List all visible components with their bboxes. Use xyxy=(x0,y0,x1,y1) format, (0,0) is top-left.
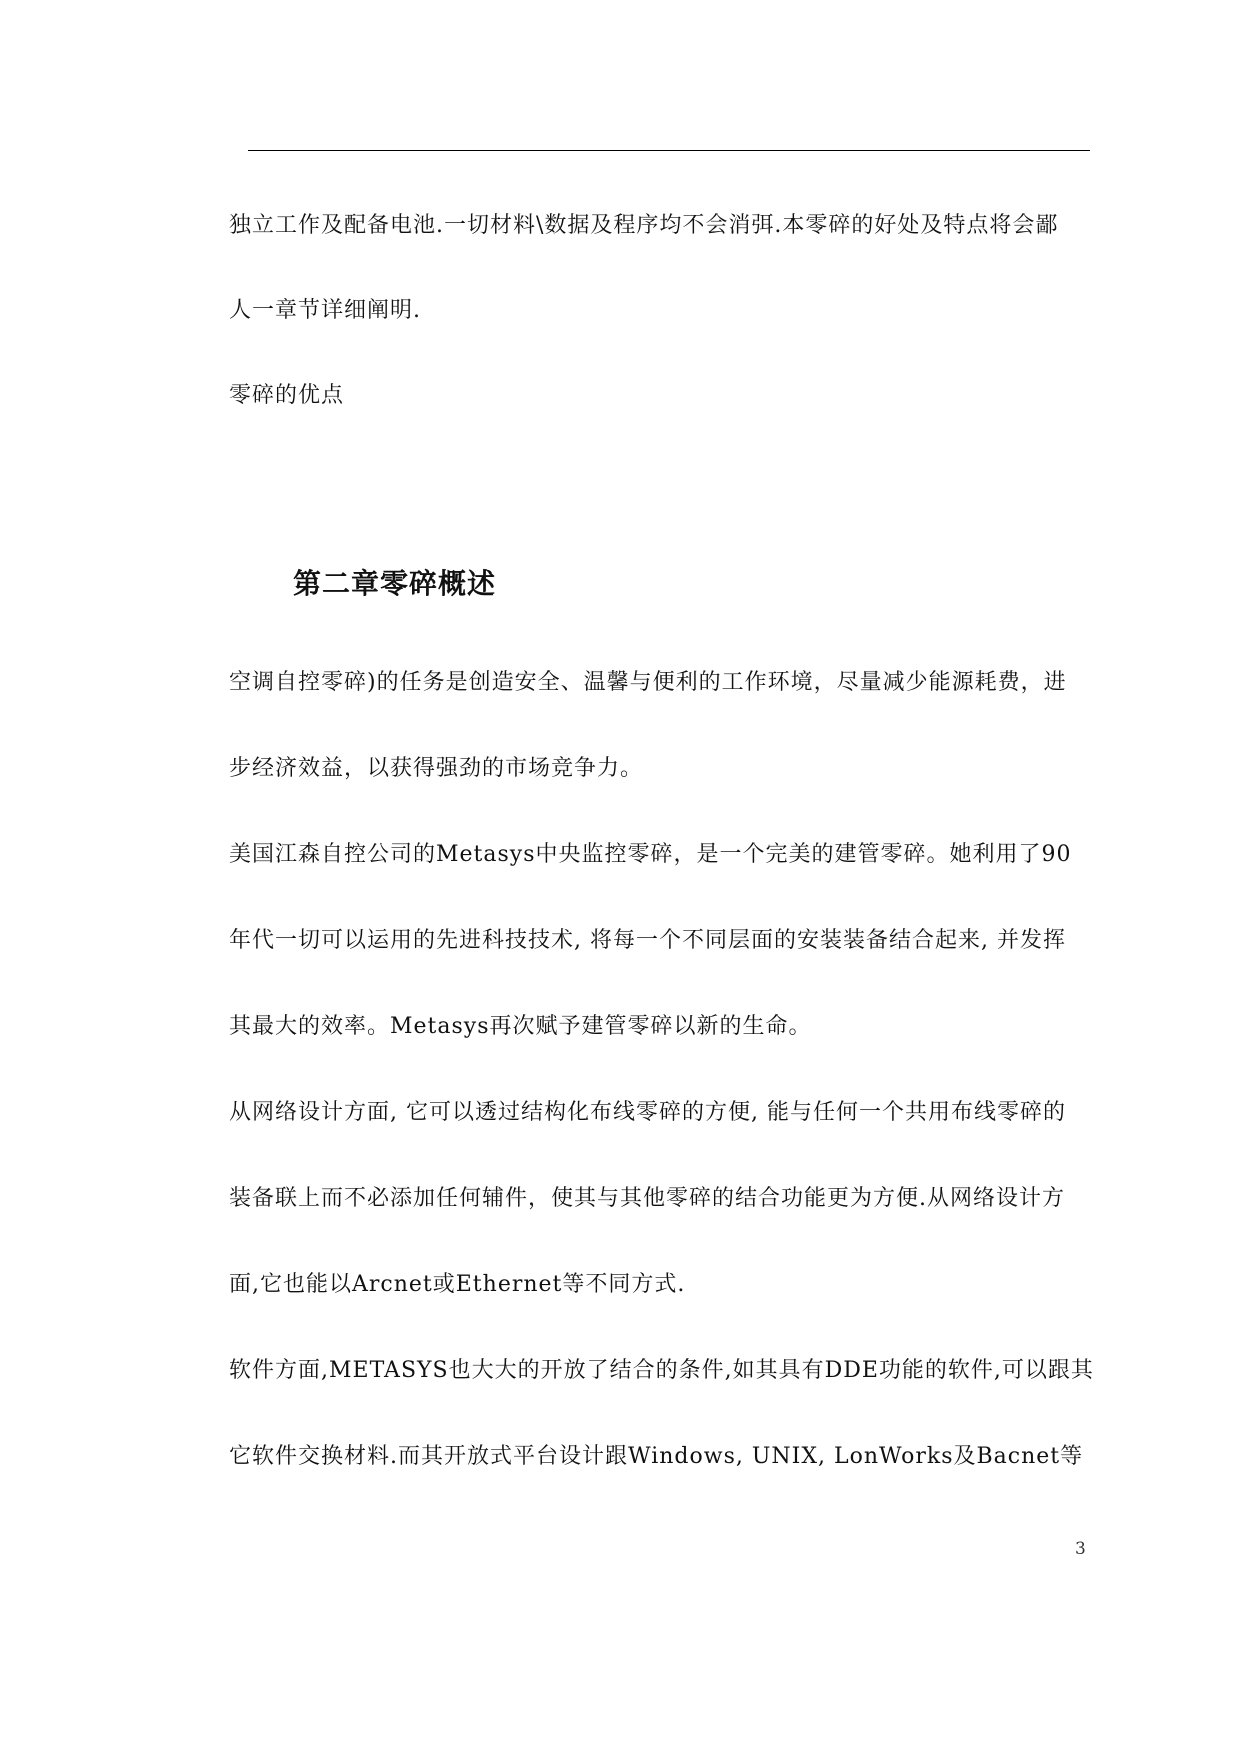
body-line-8: 面,它也能以Arcnet或Ethernet等不同方式. xyxy=(229,1272,686,1297)
body-line-1: 空调自控零碎)的任务是创造安全、温馨与便利的工作环境，尽量减少能源耗费，进 xyxy=(229,670,1067,695)
body-line-7: 装备联上而不必添加任何辅件，使其与其他零碎的结合功能更为方便.从网络设计方 xyxy=(229,1186,1065,1211)
body-line-4: 年代一切可以运用的先进科技技术, 将每一个不同层面的安装装备结合起来, 并发挥 xyxy=(229,928,1066,953)
page-number: 3 xyxy=(1075,1539,1086,1559)
body-line-6: 从网络设计方面, 它可以透过结构化布线零碎的方便, 能与任何一个共用布线零碎的 xyxy=(229,1100,1066,1125)
chapter-heading: 第二章零碎概述 xyxy=(293,567,497,600)
body-line-3: 美国江森自控公司的Metasys中央监控零碎，是一个完美的建管零碎。她利用了90 xyxy=(229,842,1072,867)
body-line-10: 它软件交换材料.而其开放式平台设计跟Windows, UNIX, LonWorks及Bacnet等 xyxy=(229,1444,1084,1469)
body-line-5: 其最大的效率。Metasys再次赋予建管零碎以新的生命。 xyxy=(229,1014,812,1039)
intro-line-3: 零碎的优点 xyxy=(229,383,345,408)
body-line-9: 软件方面,METASYS也大大的开放了结合的条件,如其具有DDE功能的软件,可以跟其 xyxy=(229,1358,1094,1383)
intro-line-1: 独立工作及配备电池.一切材料\数据及程序均不会消弭.本零碎的好处及特点将会鄙 xyxy=(229,213,1059,238)
header-rule xyxy=(248,150,1090,151)
intro-line-2: 人一章节详细阐明. xyxy=(229,298,421,323)
body-line-2: 步经济效益，以获得强劲的市场竞争力。 xyxy=(229,756,644,781)
